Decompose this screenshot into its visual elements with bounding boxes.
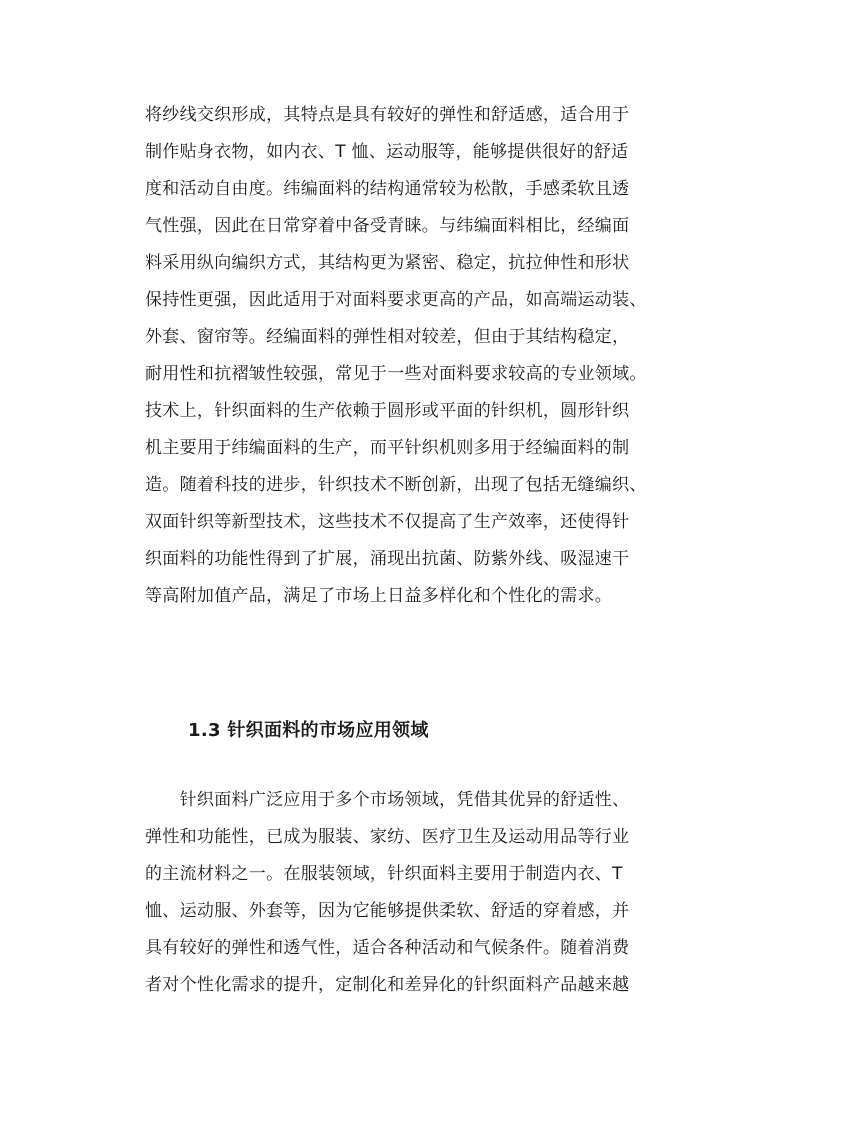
text-line: 等高附加值产品，满足了市场上日益多样化和个性化的需求。: [145, 586, 613, 606]
body-paragraph-fabric-types: [145, 97, 715, 615]
text-line: 双面针织等新型技术，这些技术不仅提高了生产效率，还使得针: [145, 512, 630, 532]
text-line: 的主流材料之一。在服装领域，针织面料主要用于制造内衣、T: [145, 864, 623, 884]
text-line: 料采用纵向编织方式，其结构更为紧密、稳定，抗拉伸性和形状: [145, 253, 630, 273]
text-line: 气性强，因此在日常穿着中备受青睐。与纬编面料相比，经编面: [145, 216, 630, 236]
text-line: 织面料的功能性得到了扩展，涌现出抗菌、防紫外线、吸湿速干: [145, 549, 630, 569]
text-line: 制作贴身衣物，如内衣、T 恤、运动服等，能够提供很好的舒适: [145, 142, 629, 162]
text-line: 恤、运动服、外套等，因为它能够提供柔软、舒适的穿着感，并: [145, 901, 630, 921]
text-line: 度和活动自由度。纬编面料的结构通常较为松散，手感柔软且透: [145, 179, 630, 199]
text-line: 具有较好的弹性和透气性，适合各种活动和气候条件。随着消费: [145, 938, 630, 958]
text-line: 外套、窗帘等。经编面料的弹性相对较差，但由于其结构稳定，: [145, 327, 630, 347]
text-line: 造。随着科技的进步，针织技术不断创新，出现了包括无缝编织、: [145, 475, 647, 495]
text-line: 耐用性和抗褶皱性较强，常见于一些对面料要求较高的专业领域。: [145, 364, 647, 384]
text-line: 保持性更强，因此适用于对面料要求更高的产品，如高端运动装、: [145, 290, 647, 310]
text-line: 者对个性化需求的提升，定制化和差异化的针织面料产品越来越: [145, 975, 630, 995]
text-line: 机主要用于纬编面料的生产，而平针织机则多用于经编面料的制: [145, 438, 630, 458]
section-heading: 1.3 针织面料的市场应用领域: [188, 720, 429, 741]
text-line: 技术上，针织面料的生产依赖于圆形或平面的针织机，圆形针织: [145, 401, 630, 421]
body-paragraph-market-applications: [145, 782, 715, 1004]
text-line: 将纱线交织形成，其特点是具有较好的弹性和舒适感，适合用于: [145, 105, 630, 125]
text-line: 针织面料广泛应用于多个市场领域，凭借其优异的舒适性、: [145, 790, 630, 810]
text-line: 弹性和功能性，已成为服装、家纺、医疗卫生及运动用品等行业: [145, 827, 630, 847]
